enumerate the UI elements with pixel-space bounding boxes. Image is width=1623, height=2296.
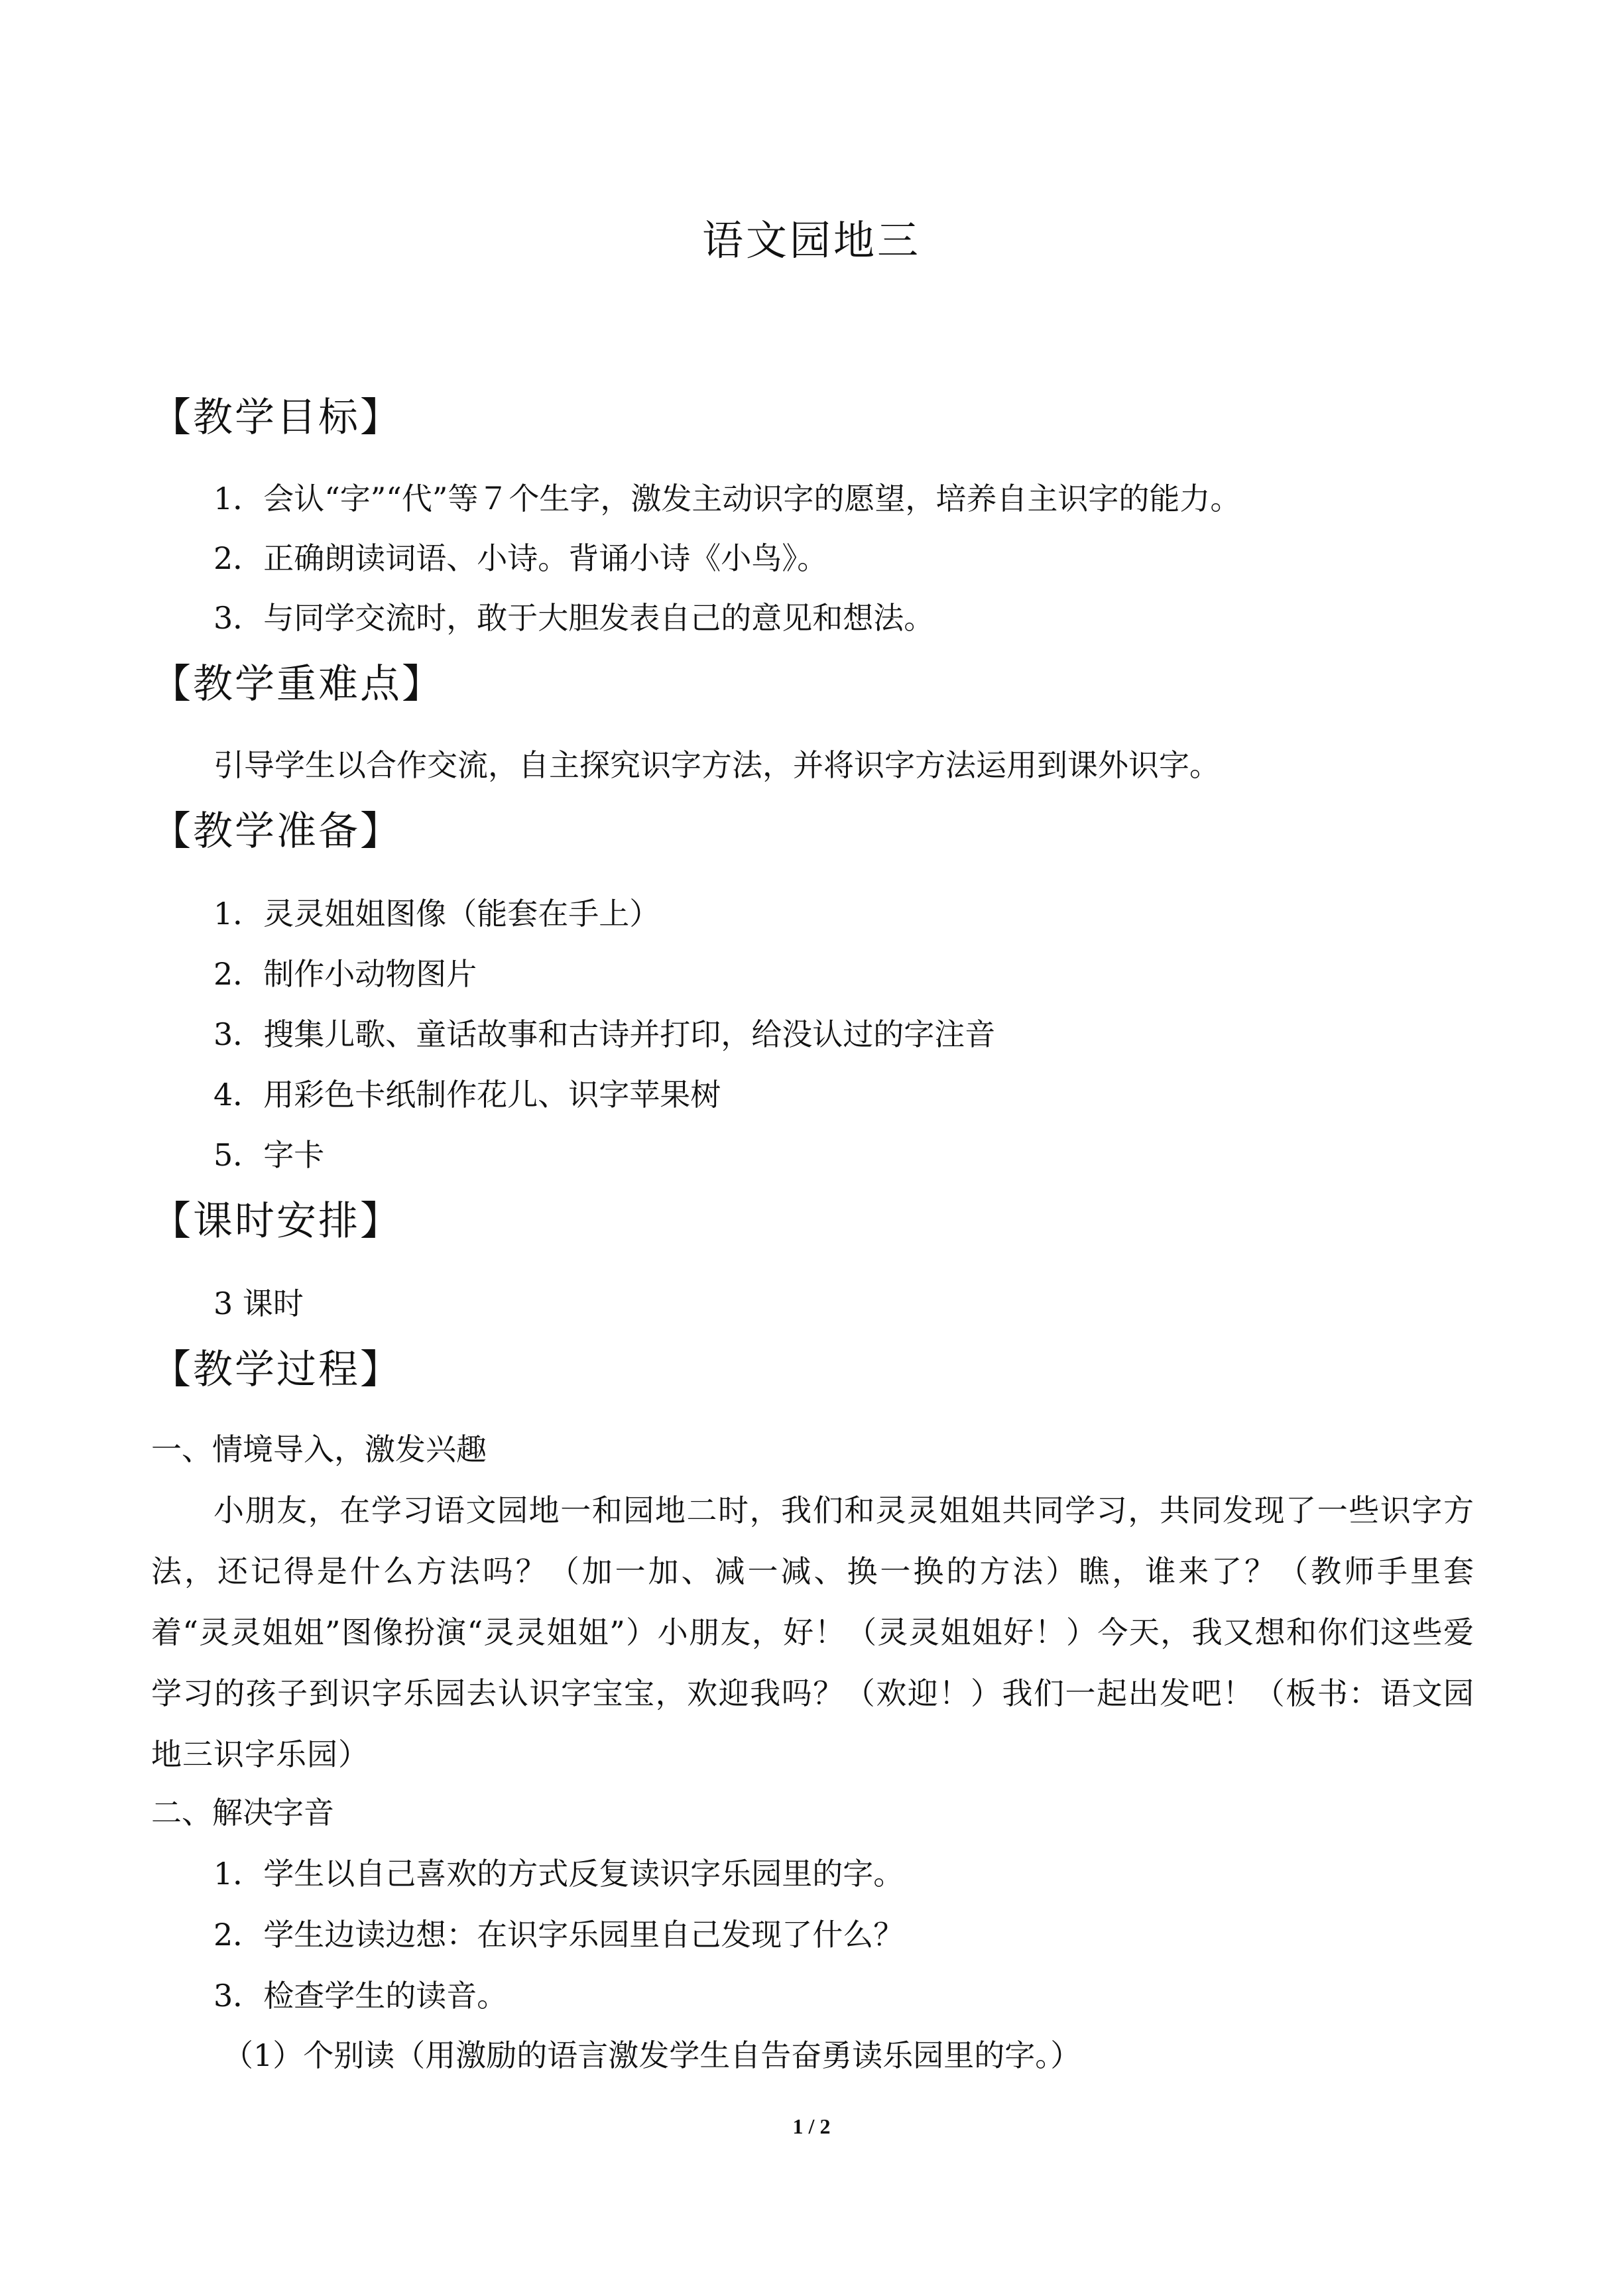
preparation-item: 5．字卡: [213, 1137, 325, 1173]
process-part1-title: 一、情境导入，激发兴趣: [151, 1431, 487, 1467]
document-title: 语文园地三: [701, 216, 921, 265]
schedule-text: 3 课时: [213, 1286, 304, 1321]
objective-item: 1．会认“字”“代”等７个生字，激发主动识字的愿望，培养自主识字的能力。: [213, 481, 1241, 516]
page-number: 1 / 2: [792, 2114, 831, 2138]
section-heading-preparation: 【教学准备】: [151, 808, 402, 855]
preparation-item: 1．灵灵姐姐图像（能套在手上）: [213, 896, 660, 932]
process-part2-item: 3．检查学生的读音。: [213, 1978, 508, 2014]
section-heading-schedule: 【课时安排】: [151, 1198, 402, 1244]
key-points-text: 引导学生以合作交流，自主探究识字方法，并将识字方法运用到课外识字。: [213, 747, 1220, 783]
process-part2-title: 二、解决字音: [151, 1795, 334, 1831]
process-part1-paragraph: 小朋友，在学习语文园地一和园地二时，我们和灵灵姐姐共同学习，共同发现了一些识字方法，还记得是什么方法吗？（加一加、减一减、换一换的方法）瞧，谁来了？（教师手里套着“灵灵姐姐”图像扮演“灵灵姐姐”）小朋友，好！（灵灵姐姐好！）今天，我又想和你们这些爱学习的孩子到识字乐园去认识字宝宝，欢迎我吗？（欢迎！）我们一起出发吧！（板书：语文园地三识字乐园）: [151, 1492, 1474, 1772]
process-part2-subitem: （1）个别读（用激励的语言激发学生自告奋勇读乐园里的字。）: [223, 2037, 1081, 2073]
objective-item: 3．与同学交流时，敢于大胆发表自己的意见和想法。: [213, 600, 935, 636]
section-heading-objectives: 【教学目标】: [151, 394, 402, 441]
process-part2-item: 1．学生以自己喜欢的方式反复读识字乐园里的字。: [213, 1856, 904, 1892]
preparation-item: 2．制作小动物图片: [213, 956, 477, 992]
objective-item: 2．正确朗读词语、小诗。背诵小诗《小鸟》。: [213, 540, 828, 576]
process-part2-item: 2．学生边读边想：在识字乐园里自己发现了什么？: [213, 1917, 904, 1953]
section-heading-key-points: 【教学重难点】: [151, 661, 444, 707]
preparation-item: 4．用彩色卡纸制作花儿、识字苹果树: [213, 1077, 721, 1113]
section-heading-process: 【教学过程】: [151, 1347, 402, 1393]
preparation-item: 3．搜集儿歌、童话故事和古诗并打印，给没认过的字注音: [213, 1016, 996, 1052]
